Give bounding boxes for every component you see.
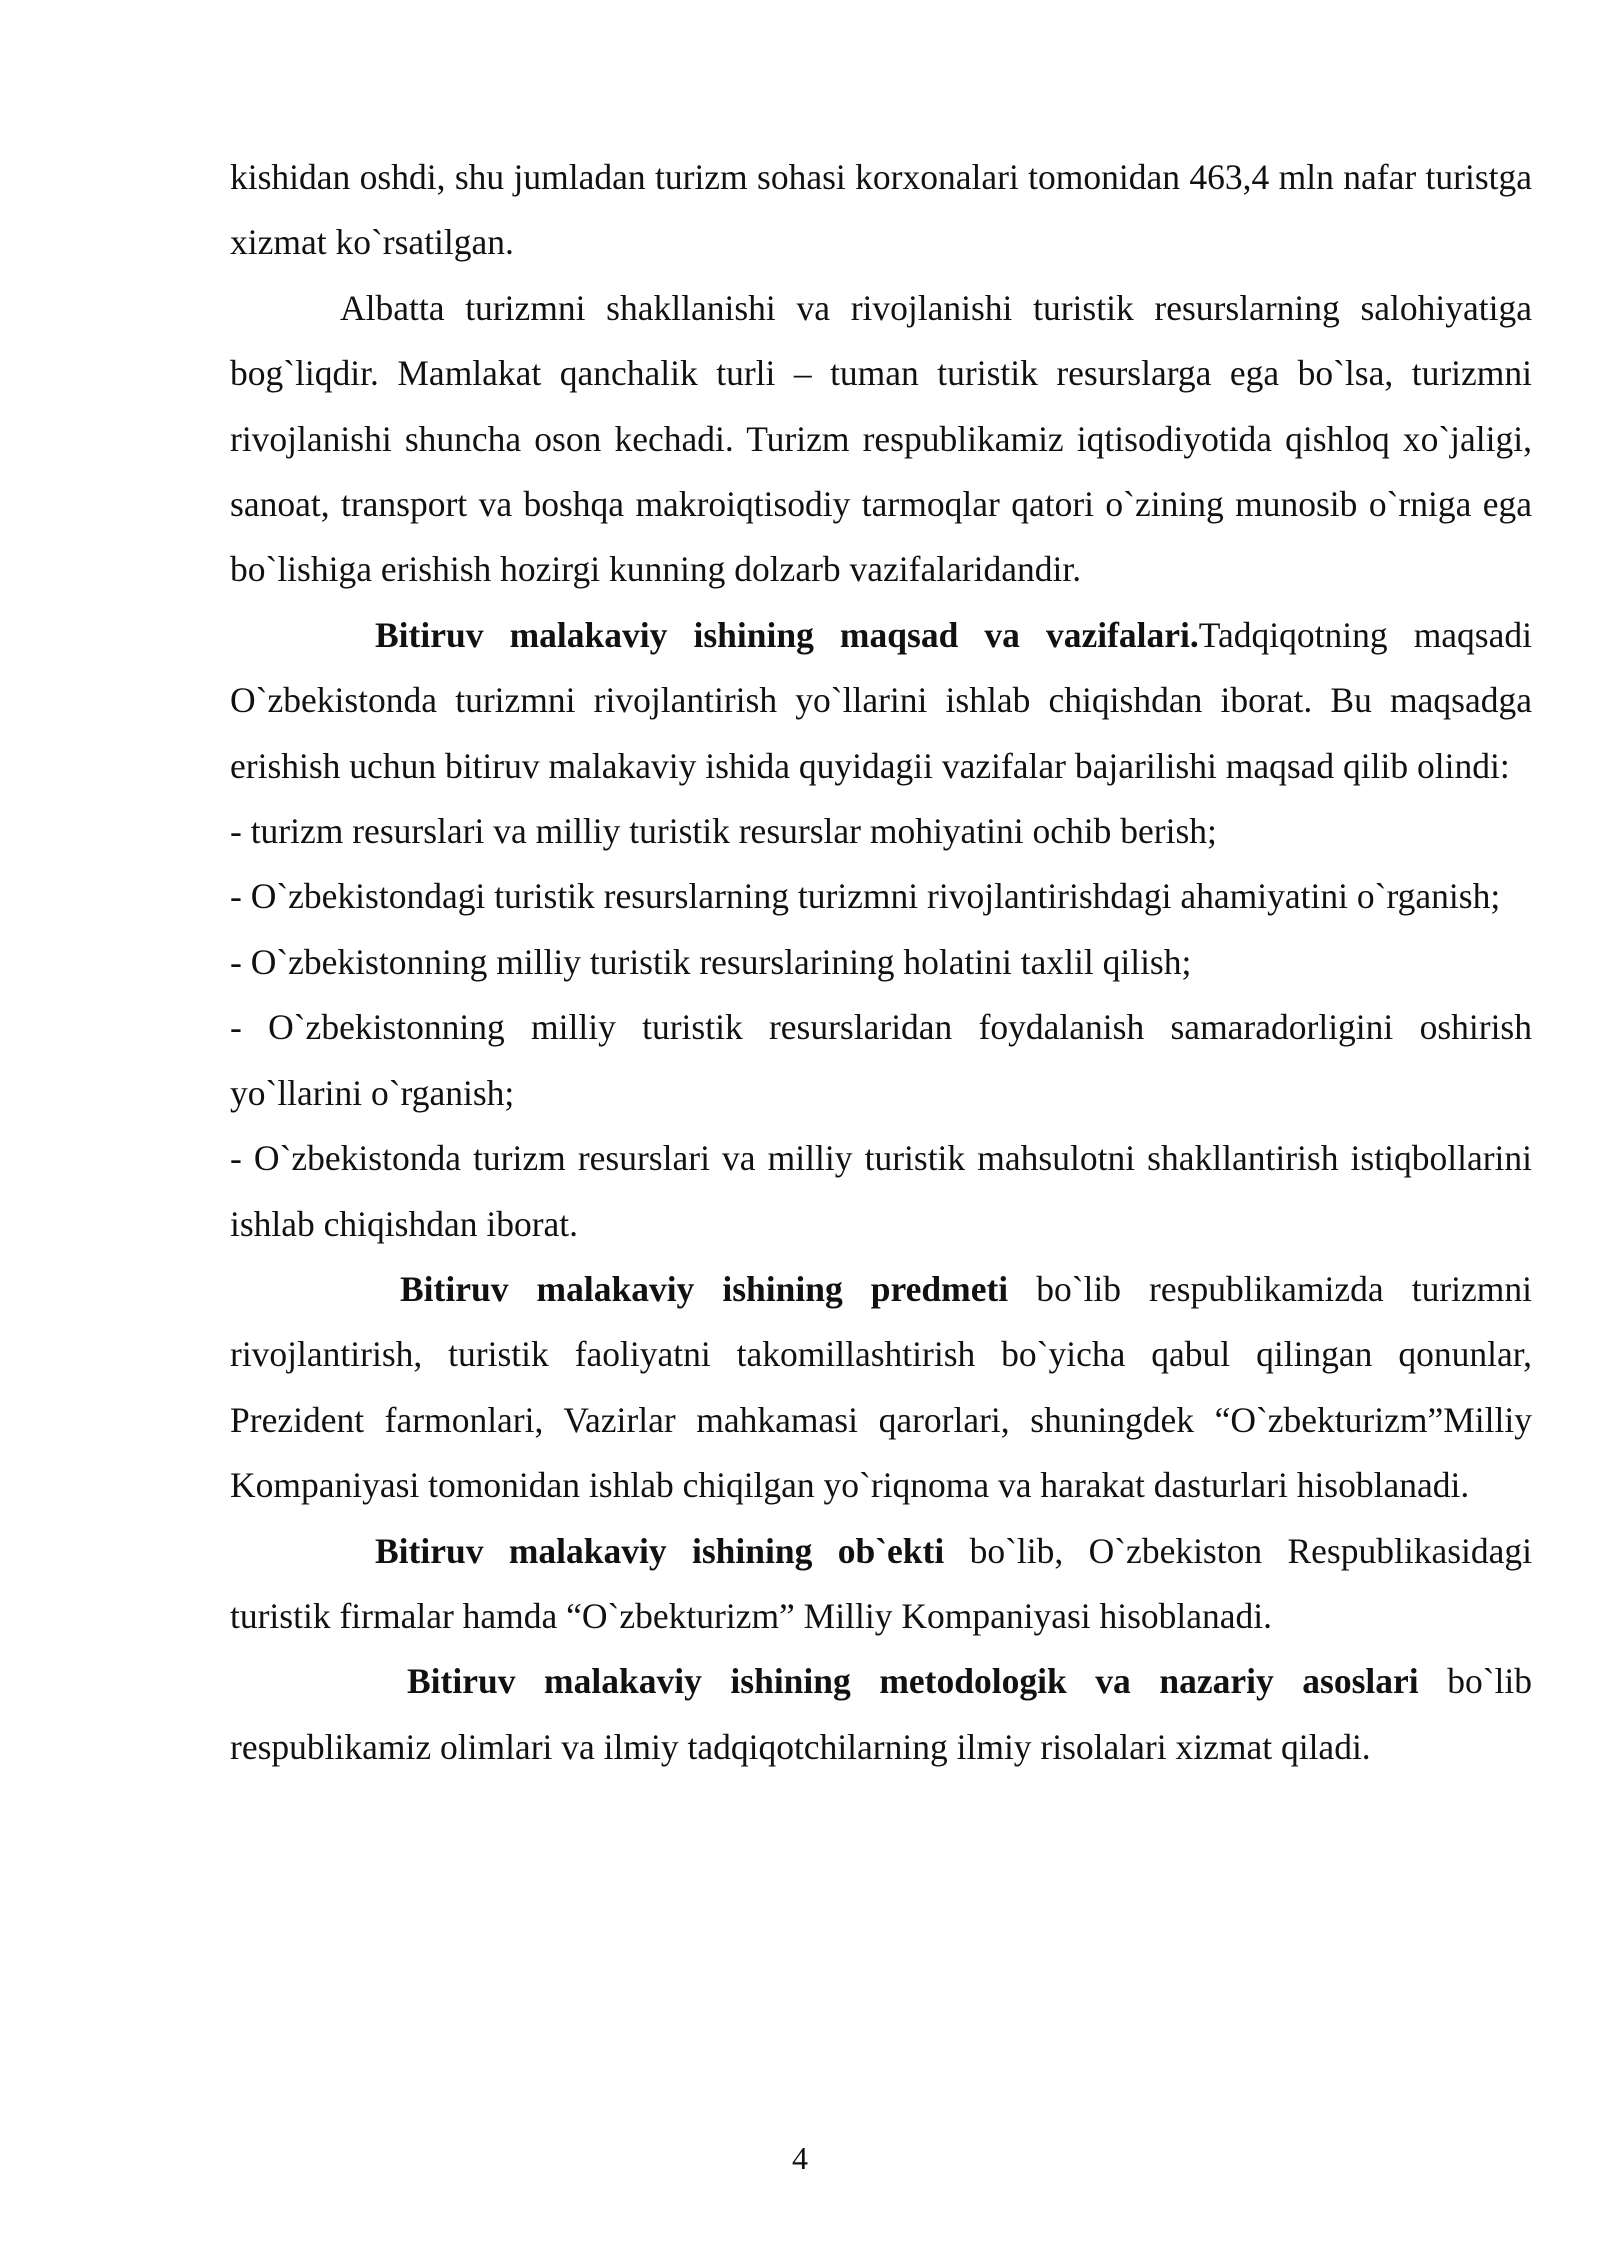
paragraph-goals xyxy=(230,603,1532,799)
document-page xyxy=(230,145,1532,1780)
list-item: - O`zbekistonning milliy turistik resurslaridan foydalanish samaradorligini oshirish yo`llarini o`rganish; xyxy=(230,1007,1532,1113)
list-item: - O`zbekistonda turizm resurslari va milliy turistik mahsulotni shakllantirish istiqbollarini ishlab chiqishdan iborat. xyxy=(230,1138,1532,1244)
methodology-heading: Bitiruv malakaviy ishining metodologik va nazariy asoslari xyxy=(407,1661,1419,1702)
goals-text: Tadqiqotning maqsadi O`zbekistonda turizmni rivojlantirish yo`llarini ishlab chiqishdan iborat. Bu maqsadga erishish uchun bitiruv malakaviy ishida quyidagii vazifalar bajarilishi maqsad qilib olindi: xyxy=(230,614,1532,786)
goals-heading: Bitiruv malakaviy ishining maqsad va vazifalari. xyxy=(375,614,1199,655)
list-item: - O`zbekistonning milliy turistik resurslarining holatini taxlil qilish; xyxy=(230,941,1192,982)
paragraph-object xyxy=(230,1519,1532,1650)
methodology-text: bo`lib respublikamiz olimlari va ilmiy tadqiqotchilarning ilmiy risolalari xizmat qiladi. xyxy=(230,1661,1532,1767)
paragraph-tourism-resources: Albatta turizmni shakllanishi va rivojlanishi turistik resurslarning salohiyatiga bog`liqdir. Mamlakat qanchalik turli – tuman turistik resurslarga ega bo`lsa, turizmni rivojlanishi shuncha oson kechadi. Turizm respublikamiz iqtisodiyotida qishloq xo`jaligi, sanoat, transport va boshqa makroiqtisodiy tarmoqlar qatori o`zining munosib o`rniga ega bo`lishiga erishish hozirgi kunning dolzarb vazifalaridandir. xyxy=(230,287,1532,590)
list-item: - O`zbekistondagi turistik resurslarning turizmni rivojlantirishdagi ahamiyatini o`rganish; xyxy=(230,876,1501,917)
object-text: bo`lib, O`zbekiston Respublikasidagi turistik firmalar hamda “O`zbekturizm” Milliy Kompaniyasi hisoblanadi. xyxy=(230,1530,1532,1636)
object-heading: Bitiruv malakaviy ishining ob`ekti xyxy=(375,1530,945,1571)
subject-text: bo`lib respublikamizda turizmni rivojlantirish, turistik faoliyatni takomillashtirish bo`yicha qabul qilingan qonunlar, Prezident farmonlari, Vazirlar mahkamasi qarorlari, shuningdek “O`zbekturizm”Milliy Kompaniyasi tomonidan ishlab chiqilgan yo`riqnoma va harakat dasturlari hisoblanadi. xyxy=(230,1268,1532,1506)
paragraph-methodology xyxy=(230,1649,1532,1780)
page-number: 4 xyxy=(792,2140,808,2176)
subject-heading: Bitiruv malakaviy ishining predmeti xyxy=(400,1268,1009,1309)
list-item: - turizm resurslari va milliy turistik resurslar mohiyatini ochib berish; xyxy=(230,811,1217,852)
paragraph-continuation: kishidan oshdi, shu jumladan turizm sohasi korxonalari tomonidan 463,4 mln nafar turistga xizmat ko`rsatilgan. xyxy=(230,157,1532,263)
paragraph-subject xyxy=(230,1257,1532,1519)
